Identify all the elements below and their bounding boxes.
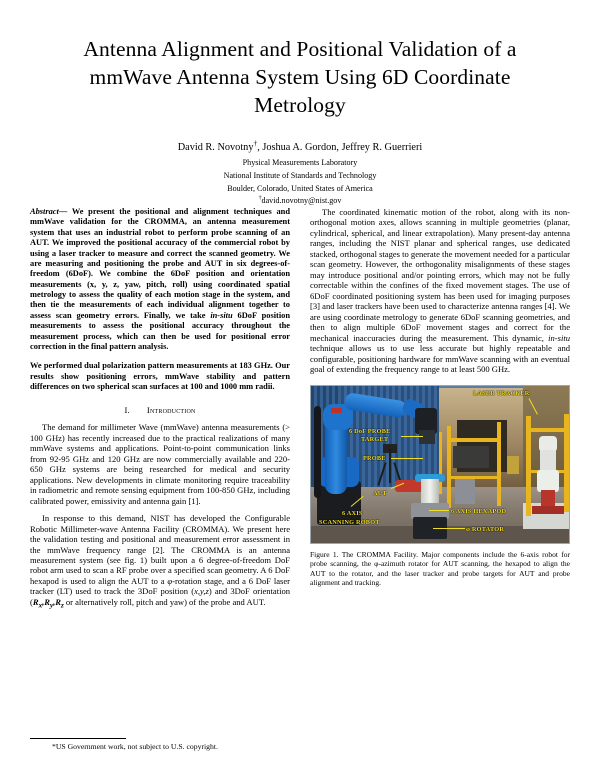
ry-symbol: ,: [42, 596, 45, 607]
leader-line-probe: [391, 458, 423, 459]
intro-p2-a: In response to this demand, NIST has developed the Configurable Robotic Millimeter-wave Antenna Facility (CROMMA). We present here the validation testing and positional and measurement error assessment in the mmWave frequency range [2]. The CROMMA is an antenna measurement system (see fig. 1) built upon a 6 degree-of-freedom DoF robot arm used to scan a RF probe over a specified scan geometry. A 6 DoF hexapod is used to align the AUT to a: [30, 513, 290, 586]
intro-p2-b: -rotation stage, and a 6 DoF laser tracker (LT) used to track the 3DoF position (: [30, 575, 290, 597]
author-dagger: †: [253, 138, 258, 148]
phi-symbol: φ: [167, 575, 173, 586]
title-block: [0, 0, 600, 206]
background-machinery-3: [507, 456, 519, 474]
intro-paragraph-1: The demand for millimeter Wave (mmWave) antenna measurements (> 100 GHz) has recently increased due to the practical realizations of many mmWave systems and applications. Point-to-point communication links from 92-95 GHz and 120 GHz are now commercially available and 220-650 GHz systems are being researched for medical and security applications. New developments in climate monitoring require traceability in radiometric and remote sensing equipment from 100-850 GHz, including calibrated power, emissivity and antenna gain [1].: [30, 422, 290, 506]
safety-rail-horizontal-3: [526, 428, 569, 432]
author-list: [58, 138, 542, 155]
figure-label-aut: AUT: [373, 489, 387, 497]
section-heading-introduction: [30, 405, 290, 415]
figure-label-rotator: φ ROTATOR: [466, 525, 505, 533]
abstract-paragraph-2: We performed dual polarization pattern measurements at 183 GHz. Our results show positioning errors, mmWave stability and pattern differences on two spherical scan surfaces at 100 and 1000 mm radii.: [30, 361, 290, 391]
background-machinery-2: [455, 478, 475, 504]
abstract-label: Abstract—: [30, 207, 68, 216]
affiliation-location: Boulder, Colorado, United States of America: [227, 184, 373, 194]
figure-1-image: [310, 385, 570, 544]
figure-1: [310, 385, 570, 588]
right-p1-b: technique allows us to use less accurate but highly repeatable and configurable, positioning hardware for mmWave scanning with an eventual goal of extending the frequency range to at least 500 GHz.: [310, 343, 570, 375]
abstract-paragraph-1: [30, 207, 290, 352]
section-number: I.: [124, 405, 130, 416]
footnote-divider: [30, 738, 126, 739]
author-names-rest: , Joshua A. Gordon, Jeffrey R. Guerrieri: [257, 141, 423, 153]
figure-label-laser-tracker: LASER TRACKER: [473, 389, 530, 397]
tripod-column: [389, 449, 391, 483]
email-dagger: †: [258, 194, 262, 201]
intro-paragraph-2: [30, 513, 290, 610]
laser-tracker-body: [540, 450, 556, 472]
leader-line-hexapod: [429, 510, 449, 511]
affiliation-institute: National Institute of Standards and Technology: [223, 170, 377, 180]
abstract-text-b: 6DoF position measurements to assess the positional accuracy throughout the measurement process, which can then be used for positional error correction in the final pattern analysis.: [30, 310, 290, 351]
rz-symbol-letter: R: [55, 596, 61, 607]
robot-cable-bundle: [314, 406, 321, 498]
safety-rail-horizontal-2: [447, 476, 501, 479]
figure-label-target: TARGET: [361, 435, 389, 443]
figure-1-caption: Figure 1. The CROMMA Facility. Major components include the 6-axis robot for probe scanning, the φ-azimuth rotator for AUT scanning, the hexapod to align the AUT to the rotator, and the laser tracker and probe targets for AUT and probe alignment and tracking.: [310, 549, 570, 588]
safety-rail-vertical-2: [497, 422, 501, 506]
section-title: Introduction: [146, 405, 196, 416]
right-column: [310, 207, 570, 752]
xyz-symbol: x,y,z: [194, 586, 209, 597]
figure-label-scanning-robot: SCANNING ROBOT: [319, 518, 380, 526]
right-paragraph-1: [310, 207, 570, 375]
leader-line-rotator: [433, 528, 465, 529]
abstract-text-a: We present the positional and alignment techniques and mmWave validation for the CROMMA, an antenna measurement system that uses an industrial robot to perform probe scanning of an AUT. We improved the positional accuracy of the commercial robot by using a laser tracker to measure and correct the scanned geometry. We are measuring and positioning the probe and AUT in six degrees-of-freedom (6DoF). We combine the 6DoF position and orientation measurements (x, y, z, yaw, pitch, roll) using coordinated spatial metrology to assess the quality of each motion stage in the system, and then tie the measurements of each individual alignment together to assess scan geometry errors. Finally, we take: [30, 207, 290, 320]
leader-line-probe-target: [401, 436, 423, 437]
rz-comma: ,: [53, 596, 56, 607]
two-column-body: [30, 207, 570, 752]
laser-tracker-legs: [532, 506, 564, 514]
safety-rail-post: [439, 432, 442, 494]
figure-label-hexapod: 6 AXIS HEXAPOD: [451, 507, 507, 515]
right-p1-a: The coordinated kinematic motion of the robot, along with its non-orthogonal motion axes, allows scanning in multiple geometries (planar, cylindrical, spherical, and linear extrapolation). Many present-day antenna ranges, including the NIST planar and spherical ranges, use dedicated stacked, orthogonal stages to generate the movement needed for a particular scan geometry. However, the orthogonality misalignments of these stages may introduce positional and/or pointing errors, which may not be fully correctable within the confines of the fixed movement stages. The use of 6DoF coordinated positioning system has been used for imaging purposes [3] and laser trackers have been used to characterize antenna ranges [4]. We are using coordinate metrology to generate 6DoF scanning geometries, and then to align multiple 6DoF movement stages and correct for the mechanical inaccuracies during the measurement. This dynamic,: [310, 207, 570, 343]
footnote-text: *US Government work, not subject to U.S. copyright.: [52, 742, 218, 751]
safety-rail-horizontal-1: [447, 438, 501, 442]
page-title: Antenna Alignment and Positional Validation of a mmWave Antenna System Using 6D Coordinate Metrology: [83, 37, 517, 117]
figure-label-probe: PROBE: [363, 454, 386, 462]
laser-tracker-housing: [537, 470, 559, 492]
right-insitu: in-situ: [548, 332, 570, 343]
rz-subscript: z: [60, 601, 64, 610]
email-address: david.novotny@nist.gov: [261, 195, 342, 205]
abstract-insitu: in-situ: [210, 310, 233, 320]
ry-subscript: y: [49, 601, 54, 610]
rx-symbol: R: [32, 596, 39, 607]
rf-probe: [419, 430, 435, 444]
robot-brand-marking: [331, 408, 342, 413]
author-names-first: David R. Novotny: [177, 141, 254, 153]
figure-label-6dof-probe: 6 DoF PROBE: [349, 427, 391, 435]
rx-subscript: x: [38, 601, 43, 610]
affiliation-lab: Physical Measurements Laboratory: [242, 157, 358, 167]
background-machinery-1: [453, 446, 489, 468]
intro-p2-d: or alternatively roll, pitch and yaw) of the probe and AUT.: [63, 596, 266, 607]
author-email: [58, 195, 542, 206]
rotator-column: [421, 479, 439, 505]
footnote-area: [30, 738, 290, 752]
intro-p2-c: ) and 3DoF orientation (: [30, 586, 290, 607]
left-column: [30, 207, 290, 752]
ry-symbol-letter: R: [44, 596, 50, 607]
figure-label-6-axis: 6 AXIS: [342, 509, 363, 517]
